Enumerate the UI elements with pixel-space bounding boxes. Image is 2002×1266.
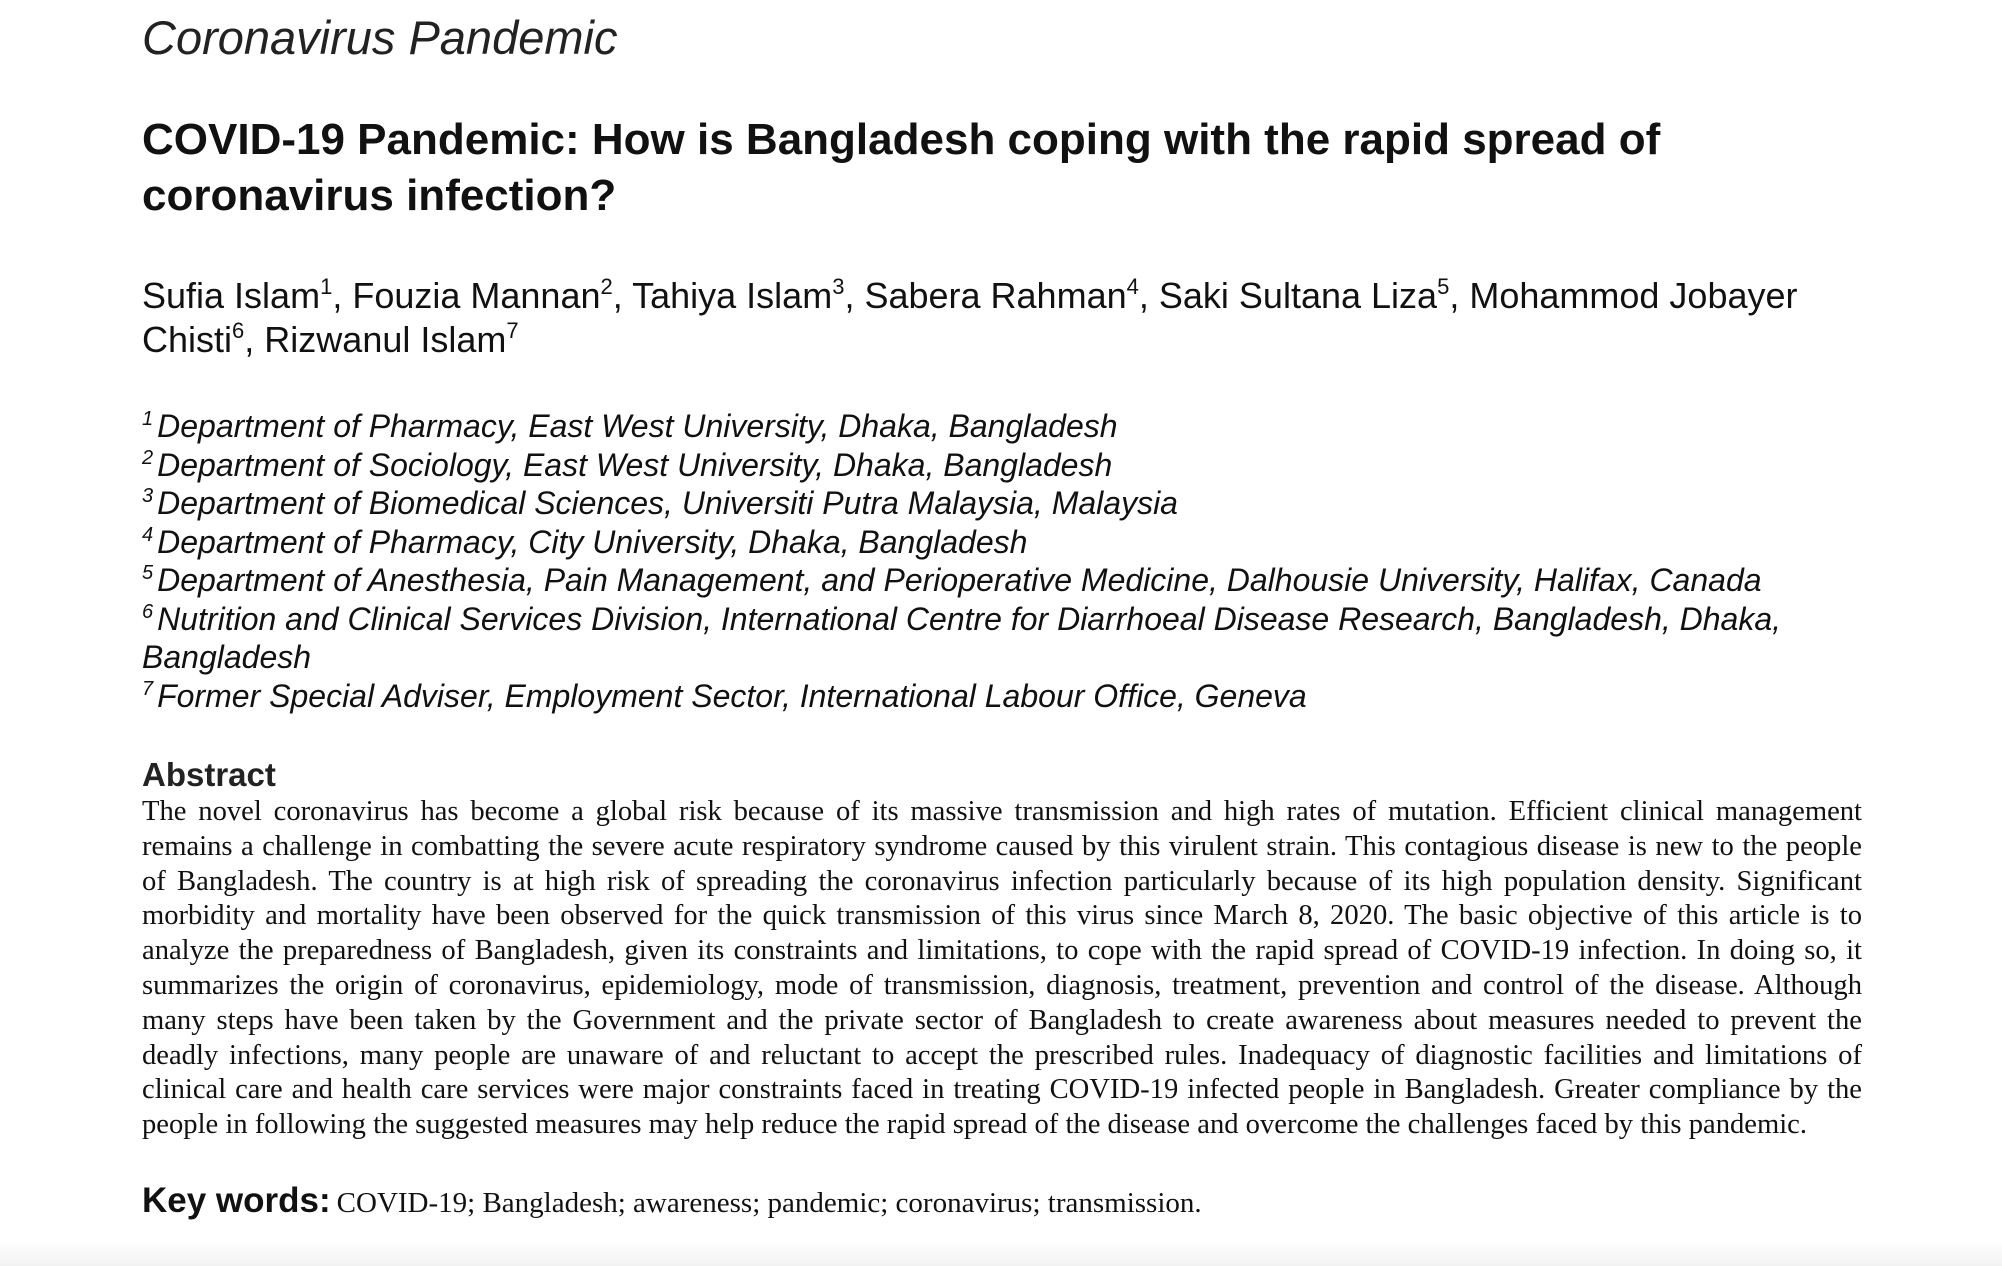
author-affiliation-mark: 3	[832, 274, 845, 299]
author-separator: ,	[244, 319, 265, 360]
author-separator: ,	[1449, 275, 1470, 316]
affiliation-text: Department of Anesthesia, Pain Management, and Perioperative Medicine, Dalhousie University, Halifax, Canada	[157, 562, 1762, 598]
author-affiliation-mark: 6	[232, 318, 245, 343]
affiliation-item	[142, 407, 1862, 446]
affiliation-item	[142, 561, 1862, 600]
affiliation-text: Nutrition and Clinical Services Division, International Centre for Diarrhoeal Disease Research, Bangladesh, Dhaka, Bangladesh	[142, 600, 1782, 675]
affiliation-text: Former Special Adviser, Employment Sector, International Labour Office, Geneva	[157, 677, 1307, 714]
paper-title: COVID-19 Pandemic: How is Bangladesh coping with the rapid spread of coronavirus infection?	[142, 115, 1661, 220]
affiliation-item	[142, 677, 1862, 716]
author-separator: ,	[1138, 275, 1159, 316]
abstract-heading: Abstract	[142, 756, 276, 793]
section-label: Coronavirus Pandemic	[142, 11, 618, 64]
author	[864, 275, 1158, 316]
author	[142, 275, 352, 316]
affiliation-item	[142, 600, 1862, 677]
affiliation-number: 4	[142, 523, 154, 546]
affiliation-number: 1	[142, 408, 154, 430]
affiliation-number: 6	[142, 600, 154, 623]
affiliation-text: Department of Pharmacy, City University, Dhaka, Bangladesh	[157, 523, 1028, 560]
keywords-value: COVID-19; Bangladesh; awareness; pandemic; coronavirus; transmission.	[336, 1186, 1202, 1219]
keywords-label: Key words:	[142, 1180, 331, 1220]
affiliation-text: Department of Pharmacy, East West University, Dhaka, Bangladesh	[157, 408, 1118, 444]
author-name: Fouzia Mannan	[352, 275, 601, 316]
author-affiliation-mark: 1	[320, 274, 333, 299]
author-name: Saki Sultana Liza	[1158, 275, 1438, 316]
author	[264, 319, 518, 360]
affiliation-number: 5	[142, 562, 154, 584]
paper-content	[142, 8, 1862, 1228]
affiliation-text: Department of Sociology, East West University, Dhaka, Bangladesh	[157, 446, 1113, 483]
affiliation-number: 7	[142, 677, 154, 700]
abstract-body: The novel coronavirus has become a global risk because of its massive transmission and high rates of mutation. Efficient clinical management remains a challenge in combatting the severe acute respiratory syndrome caused by this virulent strain. This contagious disease is new to the people of Bangladesh. The country is at high risk of spreading the coronavirus infection particularly because of its high population density. Significant morbidity and mortality have been observed for the quick transmission of this virus since March 8, 2020. The basic objective of this article is to analyze the preparedness of Bangladesh, given its constraints and limitations, to cope with the rapid spread of COVID-19 infection. In doing so, it summarizes the origin of coronavirus, epidemiology, mode of transmission, diagnosis, treatment, prevention and control of the disease. Although many steps have been taken by the Government and the private sector of Bangladesh to create awareness about measures needed to prevent the deadly infections, many people are unaware of and reluctant to accept the prescribed rules. Inadequacy of diagnostic facilities and limitations of clinical care and health care services were major constraints faced in treating COVID-19 infected people in Bangladesh. Greater compliance by the people in following the suggested measures may help reduce the rapid spread of the disease and overcome the challenges faced by this pandemic.	[142, 796, 1862, 1141]
author-name: Sabera Rahman	[864, 275, 1127, 316]
author-affiliation-mark: 5	[1437, 274, 1450, 299]
keywords	[142, 1181, 1862, 1228]
affiliation-item	[142, 523, 1862, 562]
author-name: Rizwanul Islam	[264, 319, 507, 360]
author-affiliation-mark: 7	[506, 318, 519, 343]
author-separator: ,	[612, 275, 633, 316]
author-name: Sufia Islam	[142, 275, 321, 316]
author-separator: ,	[844, 275, 865, 316]
affiliation-item	[142, 446, 1862, 485]
author-affiliation-mark: 2	[600, 274, 613, 299]
affiliation-number: 3	[142, 485, 154, 507]
author	[632, 275, 864, 316]
author	[352, 275, 632, 316]
author-affiliation-mark: 4	[1126, 274, 1139, 299]
affiliation-item	[142, 484, 1862, 523]
author-list	[142, 274, 1862, 362]
affiliation-number: 2	[142, 446, 154, 469]
author-name: Tahiya Islam	[632, 275, 833, 316]
author	[1159, 275, 1469, 316]
affiliation-text: Department of Biomedical Sciences, Universiti Putra Malaysia, Malaysia	[157, 485, 1178, 521]
author-separator: ,	[332, 275, 353, 316]
affiliation-list	[142, 407, 1862, 715]
page-bottom-shadow	[0, 1240, 2002, 1266]
author-name: Mohammod Jobayer Chisti	[142, 275, 1798, 360]
